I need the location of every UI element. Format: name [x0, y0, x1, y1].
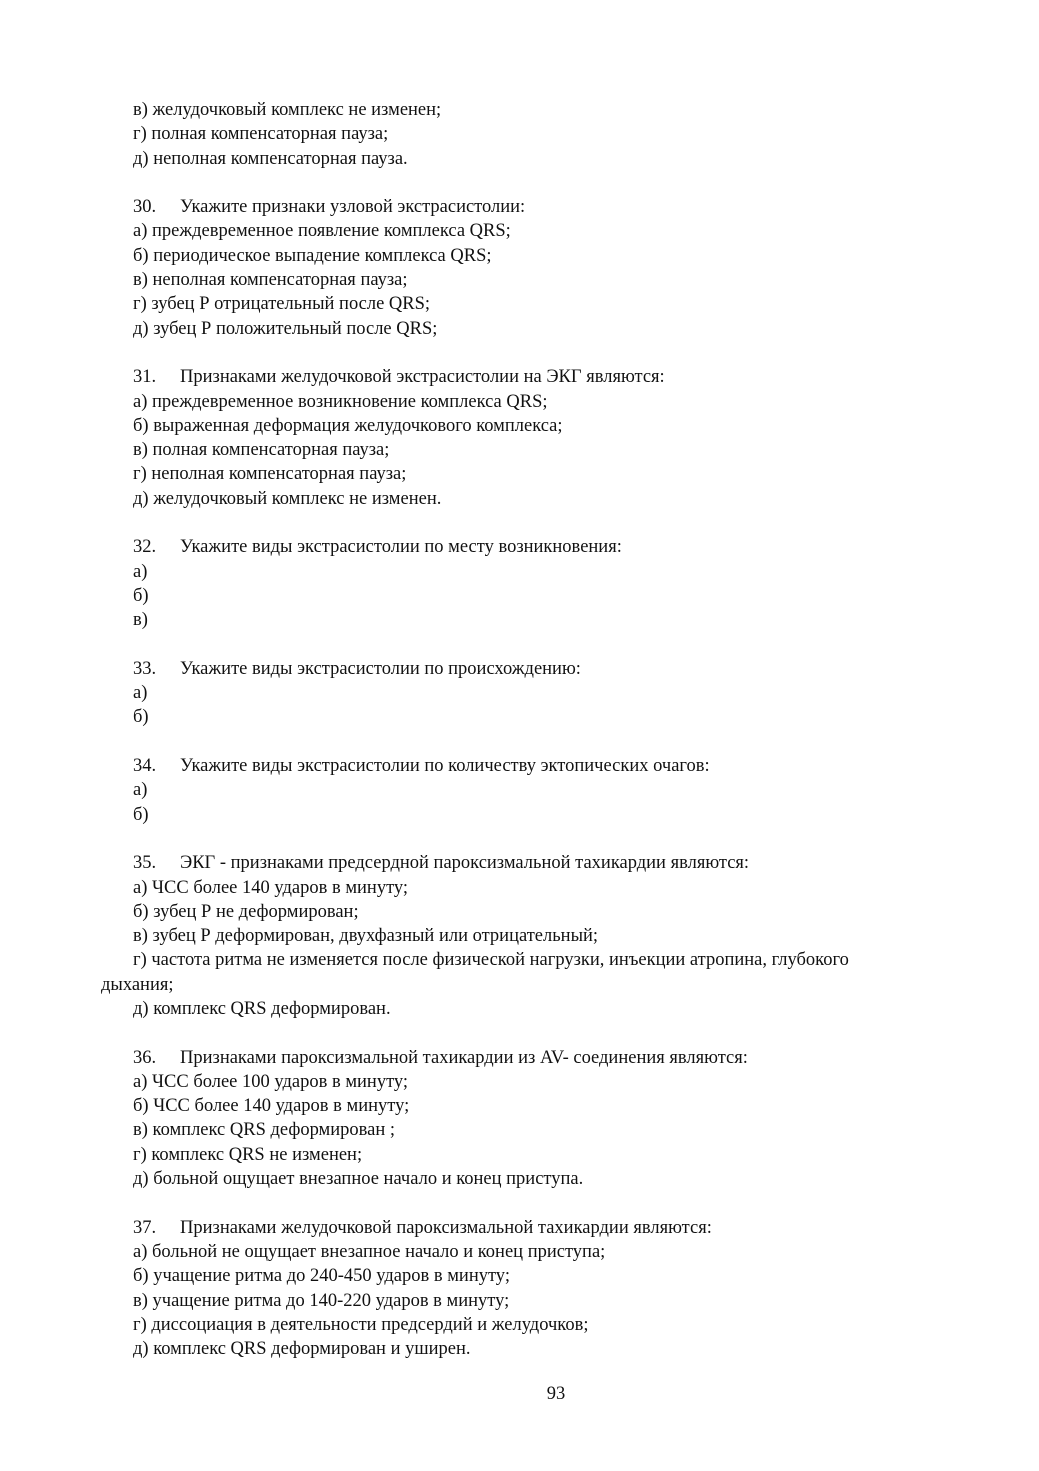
option-line: а) преждевременное появление комплекса QRS; [133, 221, 511, 242]
option-line: в) зубец Р деформирован, двухфазный или отрицательный; [133, 926, 599, 947]
option-line: а) больной не ощущает внезапное начало и конец приступа; [133, 1241, 606, 1262]
option-line: г) диссоциация в деятельности предсердий и желудочков; [133, 1314, 589, 1335]
question-heading [0, 365, 1039, 389]
option-line: б) выраженная деформация желудочкового комплекса; [133, 415, 563, 436]
option-line: д) зубец Р положительный после QRS; [133, 318, 438, 339]
option-line: д) желудочковый комплекс не изменен. [133, 488, 442, 509]
question-30 [0, 195, 1039, 341]
option-line: б) [133, 707, 149, 728]
option-line: б) учащение ритма до 240-450 ударов в минуту; [133, 1266, 510, 1287]
question-heading [0, 657, 1039, 681]
option-line: в) учащение ритма до 140-220 ударов в минуту; [133, 1290, 510, 1311]
question-32 [0, 535, 1039, 632]
page-number: 93 [546, 1384, 566, 1404]
option-line: б) зубец Р не деформирован; [133, 901, 359, 922]
question-heading [0, 851, 1039, 875]
option-line: б) ЧСС более 140 ударов в минуту; [133, 1096, 410, 1117]
question-number: 35. [133, 853, 157, 874]
option-line: в) [133, 610, 148, 631]
question-heading [0, 195, 1039, 219]
option-line: д) комплекс QRS деформирован и уширен. [133, 1339, 471, 1360]
question-heading [0, 1216, 1039, 1240]
option-line: б) [133, 585, 149, 606]
continuation-options [0, 98, 1039, 171]
option-line: д) больной ощущает внезапное начало и конец приступа. [133, 1169, 584, 1190]
option-line: а) [133, 683, 148, 704]
option-line: б) периодическое выпадение комплекса QRS; [133, 245, 492, 266]
option-line: а) [133, 780, 148, 801]
question-number: 32. [133, 537, 157, 558]
question-37 [0, 1216, 1039, 1362]
question-text: Признаками пароксизмальной тахикардии из AV- соединения являются: [180, 1047, 748, 1068]
option-line: в) комплекс QRS деформирован ; [133, 1120, 396, 1141]
option-line: д) неполная компенсаторная пауза. [133, 148, 408, 169]
option-line: г) частота ритма не изменяется после физической нагрузки, инъекции атропина, глубокого [133, 950, 849, 971]
question-number: 30. [133, 197, 157, 218]
option-line: б) [133, 804, 149, 825]
option-line: г) неполная компенсаторная пауза; [133, 464, 407, 485]
question-text: Укажите виды экстрасистолии по происхождению: [180, 658, 581, 679]
question-31 [0, 365, 1039, 511]
question-text: Укажите виды экстрасистолии по месту возникновения: [180, 537, 622, 558]
question-text: Укажите признаки узловой экстрасистолии: [180, 197, 526, 218]
question-text: Признаками желудочковой экстрасистолии на ЭКГ являются: [180, 367, 665, 388]
page-content [0, 98, 1039, 1361]
question-text: ЭКГ - признаками предсердной пароксизмальной тахикардии являются: [180, 853, 750, 874]
option-line: г) полная компенсаторная пауза; [133, 124, 389, 145]
option-line: а) ЧСС более 140 ударов в минуту; [133, 877, 409, 898]
question-35 [0, 851, 1039, 1021]
option-line: в) полная компенсаторная пауза; [133, 440, 390, 461]
question-heading [0, 535, 1039, 559]
option-line-continuation: дыхания; [101, 974, 174, 995]
option-line: в) неполная компенсаторная пауза; [133, 270, 408, 291]
question-number: 36. [133, 1047, 157, 1068]
question-heading [0, 754, 1039, 778]
question-number: 31. [133, 367, 157, 388]
question-34 [0, 754, 1039, 827]
option-line: а) [133, 561, 148, 582]
option-line: г) комплекс QRS не изменен; [133, 1144, 363, 1165]
option-line: в) желудочковый комплекс не изменен; [133, 100, 442, 120]
option-line: а) ЧСС более 100 ударов в минуту; [133, 1071, 409, 1092]
question-heading [0, 1046, 1039, 1070]
question-text: Укажите виды экстрасистолии по количеству эктопических очагов: [180, 756, 710, 777]
question-36 [0, 1046, 1039, 1192]
question-number: 34. [133, 756, 157, 777]
question-33 [0, 657, 1039, 730]
question-number: 33. [133, 658, 157, 679]
option-line: г) зубец Р отрицательный после QRS; [133, 294, 431, 315]
option-line: д) комплекс QRS деформирован. [133, 998, 391, 1019]
question-number: 37. [133, 1217, 157, 1238]
question-text: Признаками желудочковой пароксизмальной тахикардии являются: [180, 1217, 712, 1238]
option-line: а) преждевременное возникновение комплекса QRS; [133, 391, 548, 412]
